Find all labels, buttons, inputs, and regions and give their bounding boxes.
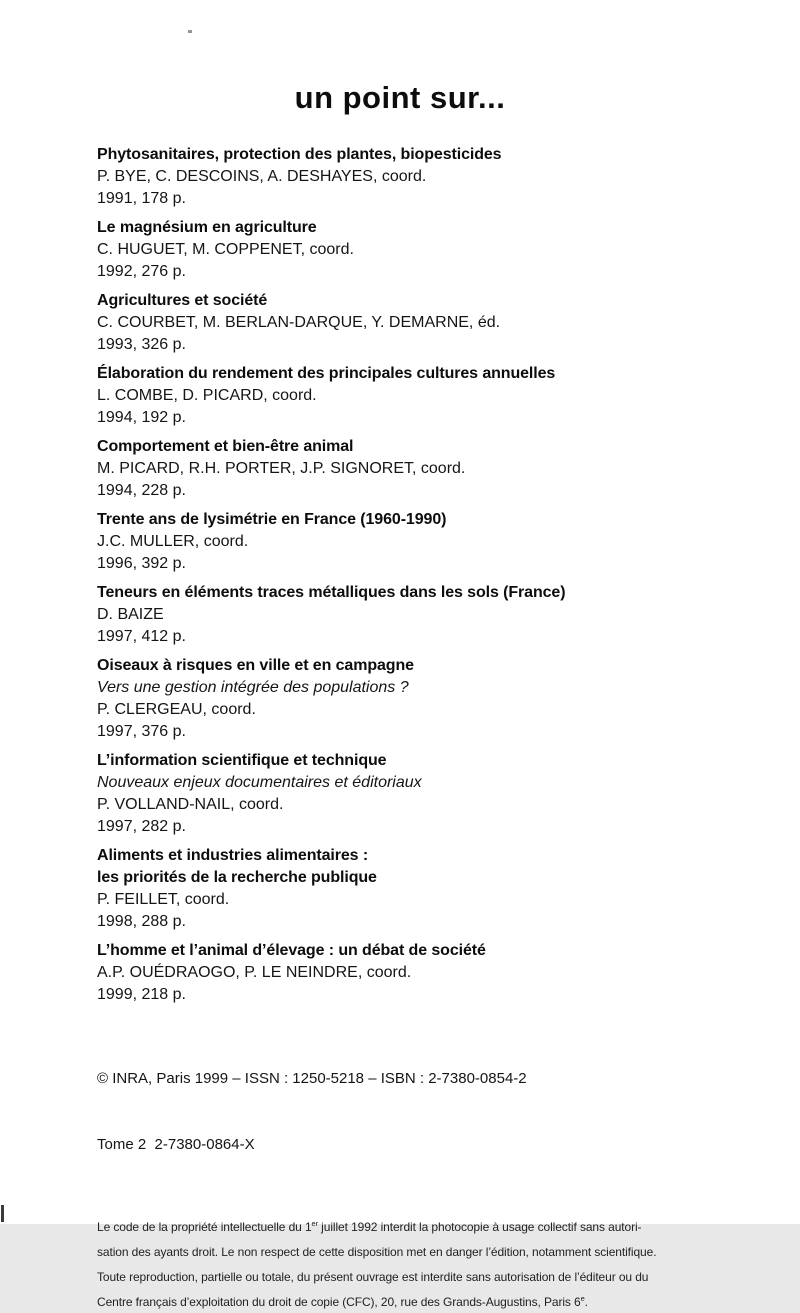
publication-year-pages: 1998, 288 p. (97, 913, 186, 930)
publication-year-pages: 1992, 276 p. (97, 263, 186, 280)
publication-subtitle: Nouveaux enjeux documentaires et éditoriaux (97, 774, 422, 791)
publication-title: Trente ans de lysimétrie en France (1960-1990) (97, 511, 447, 528)
publication-entry (97, 750, 730, 838)
publication-title: Élaboration du rendement des principales cultures annuelles (97, 365, 556, 382)
publication-authors: C. COURBET, M. BERLAN-DARQUE, Y. DEMARNE, éd. (97, 314, 501, 331)
publication-year-pages: 1991, 178 p. (97, 190, 186, 207)
scan-artifact (1, 1205, 4, 1222)
publication-entry (97, 217, 730, 283)
publication-authors: J.C. MULLER, coord. (97, 533, 249, 550)
publication-year-pages: 1994, 192 p. (97, 409, 186, 426)
legal-notice (97, 1213, 730, 1313)
publication-title: L’homme et l’animal d’élevage : un débat de société (97, 942, 486, 959)
publication-entry (97, 582, 730, 648)
publication-authors: M. PICARD, R.H. PORTER, J.P. SIGNORET, coord. (97, 460, 466, 477)
legal-line: sation des ayants droit. Le non respect de cette disposition met en danger l’édition, notamment scientifique. (97, 1245, 657, 1259)
publication-list (0, 144, 800, 1313)
publication-entry (97, 509, 730, 575)
publication-year-pages: 1997, 376 p. (97, 723, 186, 740)
publication-year-pages: 1993, 326 p. (97, 336, 186, 353)
publication-title-line2: les priorités de la recherche publique (97, 869, 377, 886)
publication-entry (97, 290, 730, 356)
publication-year-pages: 1997, 412 p. (97, 628, 186, 645)
publication-authors: P. CLERGEAU, coord. (97, 701, 256, 718)
publication-title: Le magnésium en agriculture (97, 219, 317, 236)
publication-title: Oiseaux à risques en ville et en campagne (97, 657, 414, 674)
publication-entry (97, 436, 730, 502)
publication-year-pages: 1996, 392 p. (97, 555, 186, 572)
publication-authors: P. FEILLET, coord. (97, 891, 230, 908)
publication-entry (97, 940, 730, 1006)
legal-line: Le code de la propriété intellectuelle du 1er juillet 1992 interdit la photocopie à usage collectif sans autori- (97, 1219, 642, 1234)
publication-authors: A.P. OUÉDRAOGO, P. LE NEINDRE, coord. (97, 964, 412, 981)
publication-authors: P. BYE, C. DESCOINS, A. DESHAYES, coord. (97, 168, 427, 185)
publication-title: Comportement et bien-être animal (97, 438, 354, 455)
publication-entry (97, 845, 730, 933)
publication-entry (97, 144, 730, 210)
publication-title: L’information scientifique et technique (97, 752, 387, 769)
publication-entry (97, 363, 730, 429)
scan-speck (188, 30, 192, 33)
publication-authors: P. VOLLAND-NAIL, coord. (97, 796, 284, 813)
imprint (97, 1024, 730, 1200)
legal-line: Toute reproduction, partielle ou totale, du présent ouvrage est interdite sans autorisation de l’éditeur ou du (97, 1270, 649, 1284)
publication-year-pages: 1997, 282 p. (97, 818, 186, 835)
publication-title: Teneurs en éléments traces métalliques dans les sols (France) (97, 584, 566, 601)
publication-title: Agricultures et société (97, 292, 268, 309)
publication-authors: D. BAIZE (97, 606, 164, 623)
publication-subtitle: Vers une gestion intégrée des populations ? (97, 679, 409, 696)
series-title: un point sur... (294, 80, 506, 115)
publication-authors: L. COMBE, D. PICARD, coord. (97, 387, 317, 404)
publication-year-pages: 1999, 218 p. (97, 986, 186, 1003)
imprint-issn-isbn: © INRA, Paris 1999 – ISSN : 1250-5218 – ISBN : 2-7380-0854-2 (97, 1070, 527, 1087)
publication-entry (97, 655, 730, 743)
publication-title: Aliments et industries alimentaires : (97, 847, 369, 864)
legal-line: Centre français d’exploitation du droit de copie (CFC), 20, rue des Grands-Augustins, Paris 6e. (97, 1294, 588, 1309)
publication-year-pages: 1994, 228 p. (97, 482, 186, 499)
publication-authors: C. HUGUET, M. COPPENET, coord. (97, 241, 354, 258)
imprint-tome: Tome 2 2-7380-0864-X (97, 1136, 255, 1153)
publication-title: Phytosanitaires, protection des plantes, biopesticides (97, 146, 502, 163)
